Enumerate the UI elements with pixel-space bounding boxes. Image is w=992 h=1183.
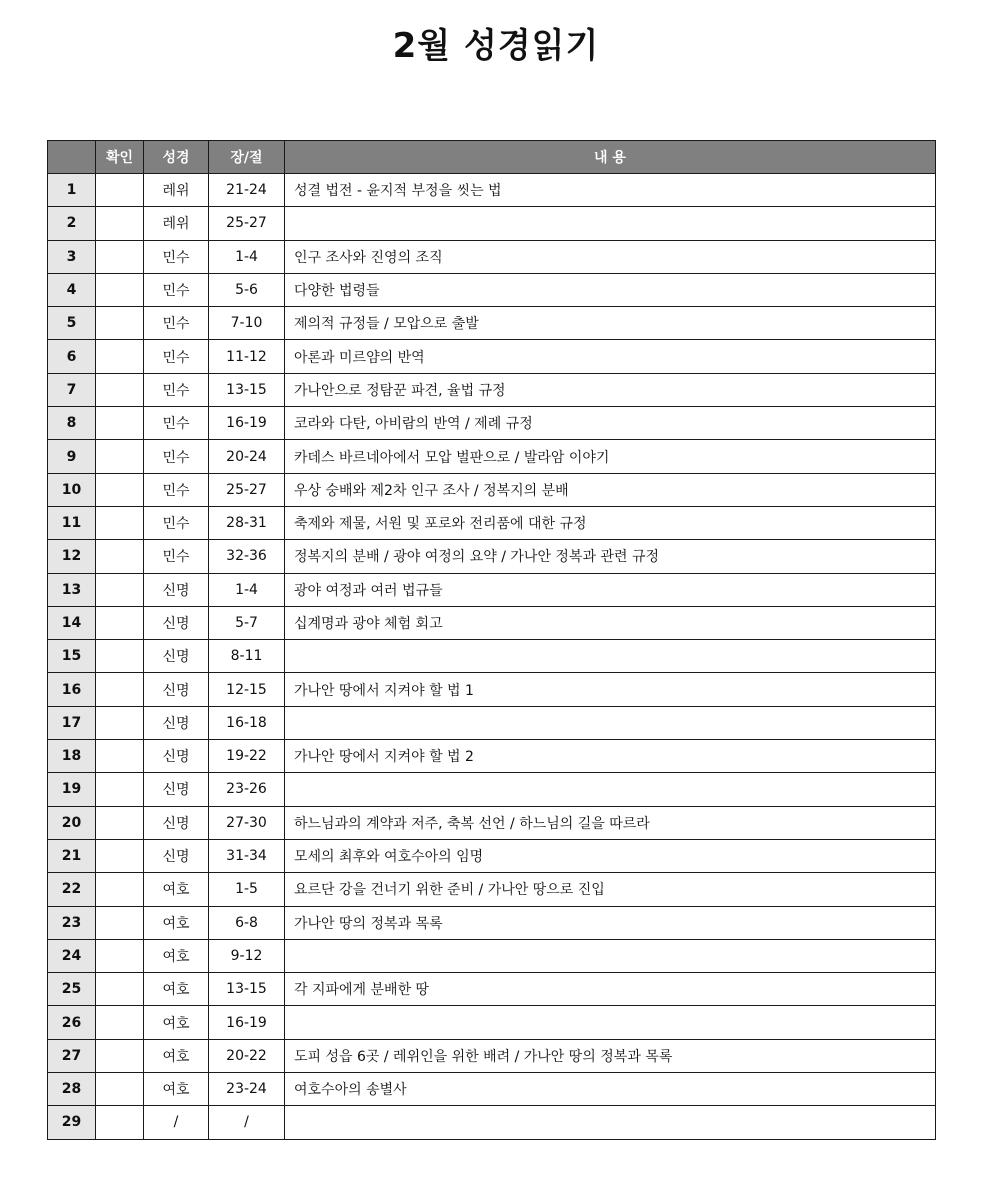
chapter-range: 20-24: [209, 440, 285, 473]
row-number: 4: [48, 273, 96, 306]
book-name: 민수: [144, 307, 209, 340]
reading-content: 가나안 땅의 정복과 목록: [285, 906, 936, 939]
reading-content: 축제와 제물, 서원 및 포로와 전리품에 대한 규정: [285, 506, 936, 539]
header-content: 내 용: [285, 141, 936, 174]
table-row: [48, 806, 936, 839]
check-cell[interactable]: [96, 340, 144, 373]
table-row: [48, 207, 936, 240]
book-name: 민수: [144, 340, 209, 373]
check-cell[interactable]: [96, 806, 144, 839]
reading-content: 여호수아의 송별사: [285, 1073, 936, 1106]
check-cell[interactable]: [96, 873, 144, 906]
table-header-row: [48, 141, 936, 174]
check-cell[interactable]: [96, 939, 144, 972]
reading-content: 십계명과 광야 체험 회고: [285, 606, 936, 639]
table-row: [48, 240, 936, 273]
check-cell[interactable]: [96, 673, 144, 706]
table-row: [48, 640, 936, 673]
table-row: [48, 906, 936, 939]
chapter-range: 32-36: [209, 540, 285, 573]
chapter-range: 6-8: [209, 906, 285, 939]
book-name: 여호: [144, 939, 209, 972]
chapter-range: 31-34: [209, 839, 285, 872]
chapter-range: 23-26: [209, 773, 285, 806]
reading-content: 가나안 땅에서 지켜야 할 법 1: [285, 673, 936, 706]
reading-content: 인구 조사와 진영의 조직: [285, 240, 936, 273]
book-name: 레위: [144, 207, 209, 240]
book-name: 민수: [144, 407, 209, 440]
book-name: 여호: [144, 1006, 209, 1039]
check-cell[interactable]: [96, 1106, 144, 1139]
chapter-range: 1-5: [209, 873, 285, 906]
header-check: 확인: [96, 141, 144, 174]
table-row: [48, 873, 936, 906]
chapter-range: 7-10: [209, 307, 285, 340]
check-cell[interactable]: [96, 174, 144, 207]
check-cell[interactable]: [96, 307, 144, 340]
check-cell[interactable]: [96, 240, 144, 273]
table-row: [48, 573, 936, 606]
chapter-range: 11-12: [209, 340, 285, 373]
reading-content: 제의적 규정들 / 모압으로 출발: [285, 307, 936, 340]
reading-content: 하느님과의 계약과 저주, 축복 선언 / 하느님의 길을 따르라: [285, 806, 936, 839]
table-row: [48, 673, 936, 706]
check-cell[interactable]: [96, 273, 144, 306]
check-cell[interactable]: [96, 906, 144, 939]
reading-content: 우상 숭배와 제2차 인구 조사 / 정복지의 분배: [285, 473, 936, 506]
chapter-range: 12-15: [209, 673, 285, 706]
row-number: 19: [48, 773, 96, 806]
row-number: 24: [48, 939, 96, 972]
check-cell[interactable]: [96, 606, 144, 639]
table-row: [48, 939, 936, 972]
reading-content: [285, 207, 936, 240]
table-row: [48, 440, 936, 473]
check-cell[interactable]: [96, 1006, 144, 1039]
book-name: 여호: [144, 1039, 209, 1072]
chapter-range: 5-6: [209, 273, 285, 306]
header-book: 성경: [144, 141, 209, 174]
row-number: 10: [48, 473, 96, 506]
chapter-range: /: [209, 1106, 285, 1139]
book-name: 민수: [144, 240, 209, 273]
book-name: 신명: [144, 673, 209, 706]
table-row: [48, 540, 936, 573]
chapter-range: 16-18: [209, 706, 285, 739]
table-row: [48, 340, 936, 373]
book-name: 민수: [144, 273, 209, 306]
table-row: [48, 839, 936, 872]
chapter-range: 19-22: [209, 740, 285, 773]
check-cell[interactable]: [96, 839, 144, 872]
chapter-range: 21-24: [209, 174, 285, 207]
chapter-range: 8-11: [209, 640, 285, 673]
chapter-range: 23-24: [209, 1073, 285, 1106]
row-number: 5: [48, 307, 96, 340]
row-number: 23: [48, 906, 96, 939]
book-name: 신명: [144, 706, 209, 739]
reading-content: 도피 성읍 6곳 / 레위인을 위한 배려 / 가나안 땅의 정복과 목록: [285, 1039, 936, 1072]
book-name: 여호: [144, 1073, 209, 1106]
row-number: 8: [48, 407, 96, 440]
reading-content: [285, 640, 936, 673]
check-cell[interactable]: [96, 407, 144, 440]
row-number: 16: [48, 673, 96, 706]
table-row: [48, 307, 936, 340]
row-number: 14: [48, 606, 96, 639]
row-number: 15: [48, 640, 96, 673]
chapter-range: 13-15: [209, 373, 285, 406]
check-cell[interactable]: [96, 473, 144, 506]
check-cell[interactable]: [96, 540, 144, 573]
check-cell[interactable]: [96, 207, 144, 240]
book-name: 민수: [144, 473, 209, 506]
chapter-range: 9-12: [209, 939, 285, 972]
check-cell[interactable]: [96, 973, 144, 1006]
chapter-range: 20-22: [209, 1039, 285, 1072]
check-cell[interactable]: [96, 506, 144, 539]
reading-content: [285, 706, 936, 739]
reading-content: 다양한 법령들: [285, 273, 936, 306]
reading-content: 가나안으로 정탐꾼 파견, 율법 규정: [285, 373, 936, 406]
book-name: 신명: [144, 839, 209, 872]
table-row: [48, 407, 936, 440]
row-number: 27: [48, 1039, 96, 1072]
row-number: 26: [48, 1006, 96, 1039]
table-row: [48, 1006, 936, 1039]
book-name: 민수: [144, 373, 209, 406]
table-row: [48, 506, 936, 539]
row-number: 6: [48, 340, 96, 373]
reading-content: 요르단 강을 건너기 위한 준비 / 가나안 땅으로 진입: [285, 873, 936, 906]
reading-content: [285, 1106, 936, 1139]
check-cell[interactable]: [96, 740, 144, 773]
book-name: 민수: [144, 506, 209, 539]
row-number: 20: [48, 806, 96, 839]
reading-content: 아론과 미르얌의 반역: [285, 340, 936, 373]
row-number: 28: [48, 1073, 96, 1106]
book-name: 신명: [144, 573, 209, 606]
reading-schedule-table: [47, 140, 936, 1140]
check-cell[interactable]: [96, 373, 144, 406]
chapter-range: 16-19: [209, 407, 285, 440]
book-name: 신명: [144, 773, 209, 806]
table-row: [48, 606, 936, 639]
book-name: 신명: [144, 640, 209, 673]
table-row: [48, 773, 936, 806]
row-number: 2: [48, 207, 96, 240]
row-number: 1: [48, 174, 96, 207]
header-chapters: 장/절: [209, 141, 285, 174]
chapter-range: 5-7: [209, 606, 285, 639]
chapter-range: 25-27: [209, 473, 285, 506]
table-row: [48, 373, 936, 406]
book-name: 여호: [144, 873, 209, 906]
book-name: 신명: [144, 806, 209, 839]
chapter-range: 25-27: [209, 207, 285, 240]
table-row: [48, 973, 936, 1006]
book-name: 민수: [144, 440, 209, 473]
table-row: [48, 273, 936, 306]
chapter-range: 13-15: [209, 973, 285, 1006]
row-number: 25: [48, 973, 96, 1006]
book-name: 여호: [144, 973, 209, 1006]
row-number: 13: [48, 573, 96, 606]
reading-content: [285, 773, 936, 806]
page-title: 2월 성경읽기: [392, 26, 600, 66]
book-name: 민수: [144, 540, 209, 573]
row-number: 17: [48, 706, 96, 739]
table-row: [48, 1039, 936, 1072]
chapter-range: 16-19: [209, 1006, 285, 1039]
book-name: /: [144, 1106, 209, 1139]
book-name: 여호: [144, 906, 209, 939]
reading-content: 모세의 최후와 여호수아의 임명: [285, 839, 936, 872]
check-cell[interactable]: [96, 573, 144, 606]
table-row: [48, 473, 936, 506]
check-cell[interactable]: [96, 1073, 144, 1106]
chapter-range: 1-4: [209, 573, 285, 606]
check-cell[interactable]: [96, 706, 144, 739]
table-row: [48, 706, 936, 739]
chapter-range: 28-31: [209, 506, 285, 539]
row-number: 12: [48, 540, 96, 573]
table-row: [48, 1073, 936, 1106]
book-name: 신명: [144, 740, 209, 773]
reading-content: 가나안 땅에서 지켜야 할 법 2: [285, 740, 936, 773]
reading-content: 성결 법전 - 윤지적 부정을 씻는 법: [285, 174, 936, 207]
chapter-range: 1-4: [209, 240, 285, 273]
header-number: [48, 141, 96, 174]
reading-content: 각 지파에게 분배한 땅: [285, 973, 936, 1006]
row-number: 22: [48, 873, 96, 906]
book-name: 레위: [144, 174, 209, 207]
check-cell[interactable]: [96, 1039, 144, 1072]
book-name: 신명: [144, 606, 209, 639]
reading-content: 정복지의 분배 / 광야 여정의 요약 / 가나안 정복과 관련 규정: [285, 540, 936, 573]
reading-content: [285, 939, 936, 972]
check-cell[interactable]: [96, 440, 144, 473]
chapter-range: 27-30: [209, 806, 285, 839]
row-number: 21: [48, 839, 96, 872]
table-row: [48, 174, 936, 207]
row-number: 29: [48, 1106, 96, 1139]
check-cell[interactable]: [96, 773, 144, 806]
row-number: 11: [48, 506, 96, 539]
row-number: 18: [48, 740, 96, 773]
reading-content: 광야 여정과 여러 법규들: [285, 573, 936, 606]
row-number: 7: [48, 373, 96, 406]
row-number: 3: [48, 240, 96, 273]
reading-content: [285, 1006, 936, 1039]
check-cell[interactable]: [96, 640, 144, 673]
reading-content: 카데스 바르네아에서 모압 벌판으로 / 발라암 이야기: [285, 440, 936, 473]
reading-content: 코라와 다탄, 아비람의 반역 / 제례 규정: [285, 407, 936, 440]
table-row: [48, 740, 936, 773]
table-row: [48, 1106, 936, 1139]
row-number: 9: [48, 440, 96, 473]
